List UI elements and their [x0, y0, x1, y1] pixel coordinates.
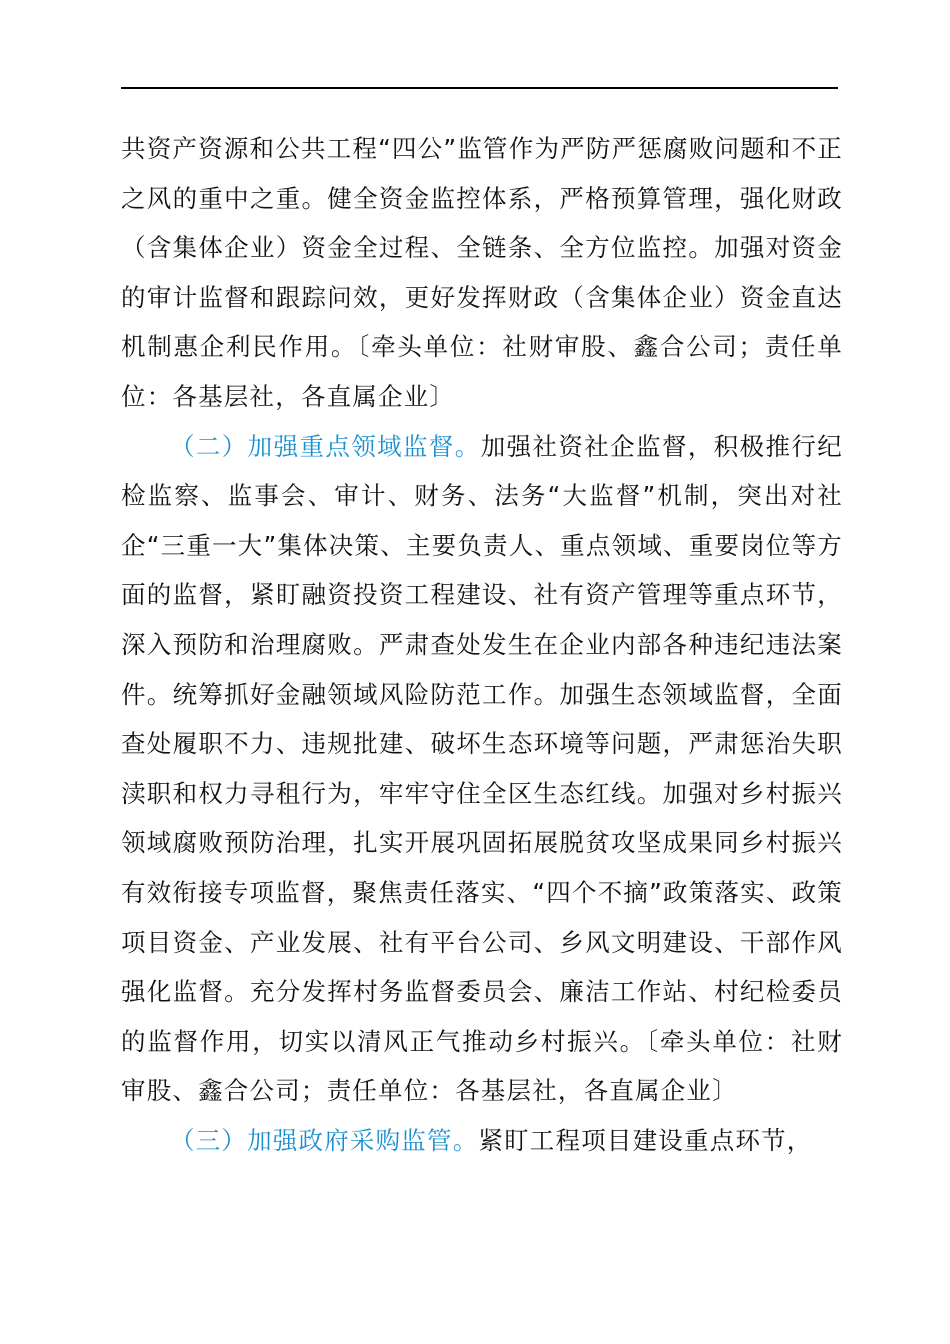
section-heading: （二）加强重点领域监督。: [170, 431, 481, 461]
paragraph-section-3: [121, 1116, 843, 1166]
paragraph-text: 紧盯工程项目建设重点环节，: [478, 1125, 813, 1155]
paragraph-continuation: [121, 124, 843, 422]
paragraph-text: 共资产资源和公共工程“四公”监管作为严防严惩腐败问题和不正之风的重中之重。健全资金监控体系，严格预算管理，强化财政（含集体企业）资金全过程、全链条、全方位监控。加强对资金的审计监督和跟踪问效，更好发挥财政（含集体企业）资金直达机制惠企利民作用。〔牵头单位：社财审股、鑫合公司；责任单位：各基层社，各直属企业〕: [121, 134, 843, 411]
paragraph-section-2: [121, 422, 843, 1116]
header-rule: [121, 87, 838, 89]
document-body: [121, 124, 843, 1165]
paragraph-text: 加强社资社企监督，积极推行纪检监察、监事会、审计、财务、法务“大监督”机制，突出对社企“三重一大”集体决策、主要负责人、重点领域、重要岗位等方面的监督，紧盯融资投资工程建设、社有资产管理等重点环节，深入预防和治理腐败。严肃查处发生在企业内部各种违纪违法案件。统筹抓好金融领域风险防范工作。加强生态领域监督，全面查处履职不力、违规批建、破坏生态环境等问题，严肃惩治失职渎职和权力寻租行为，牢牢守住全区生态红线。加强对乡村振兴领域腐败预防治理，扎实开展巩固拓展脱贫攻坚成果同乡村振兴有效衔接专项监督，聚焦责任落实、“四个不摘”政策落实、政策项目资金、产业发展、社有平台公司、乡风文明建设、干部作风强化监督。充分发挥村务监督委员会、廉洁工作站、村纪检委员的监督作用，切实以清风正气推动乡村振兴。〔牵头单位：社财审股、鑫合公司；责任单位：各基层社，各直属企业〕: [121, 431, 843, 1106]
section-heading: （三）加强政府采购监管。: [170, 1125, 479, 1155]
